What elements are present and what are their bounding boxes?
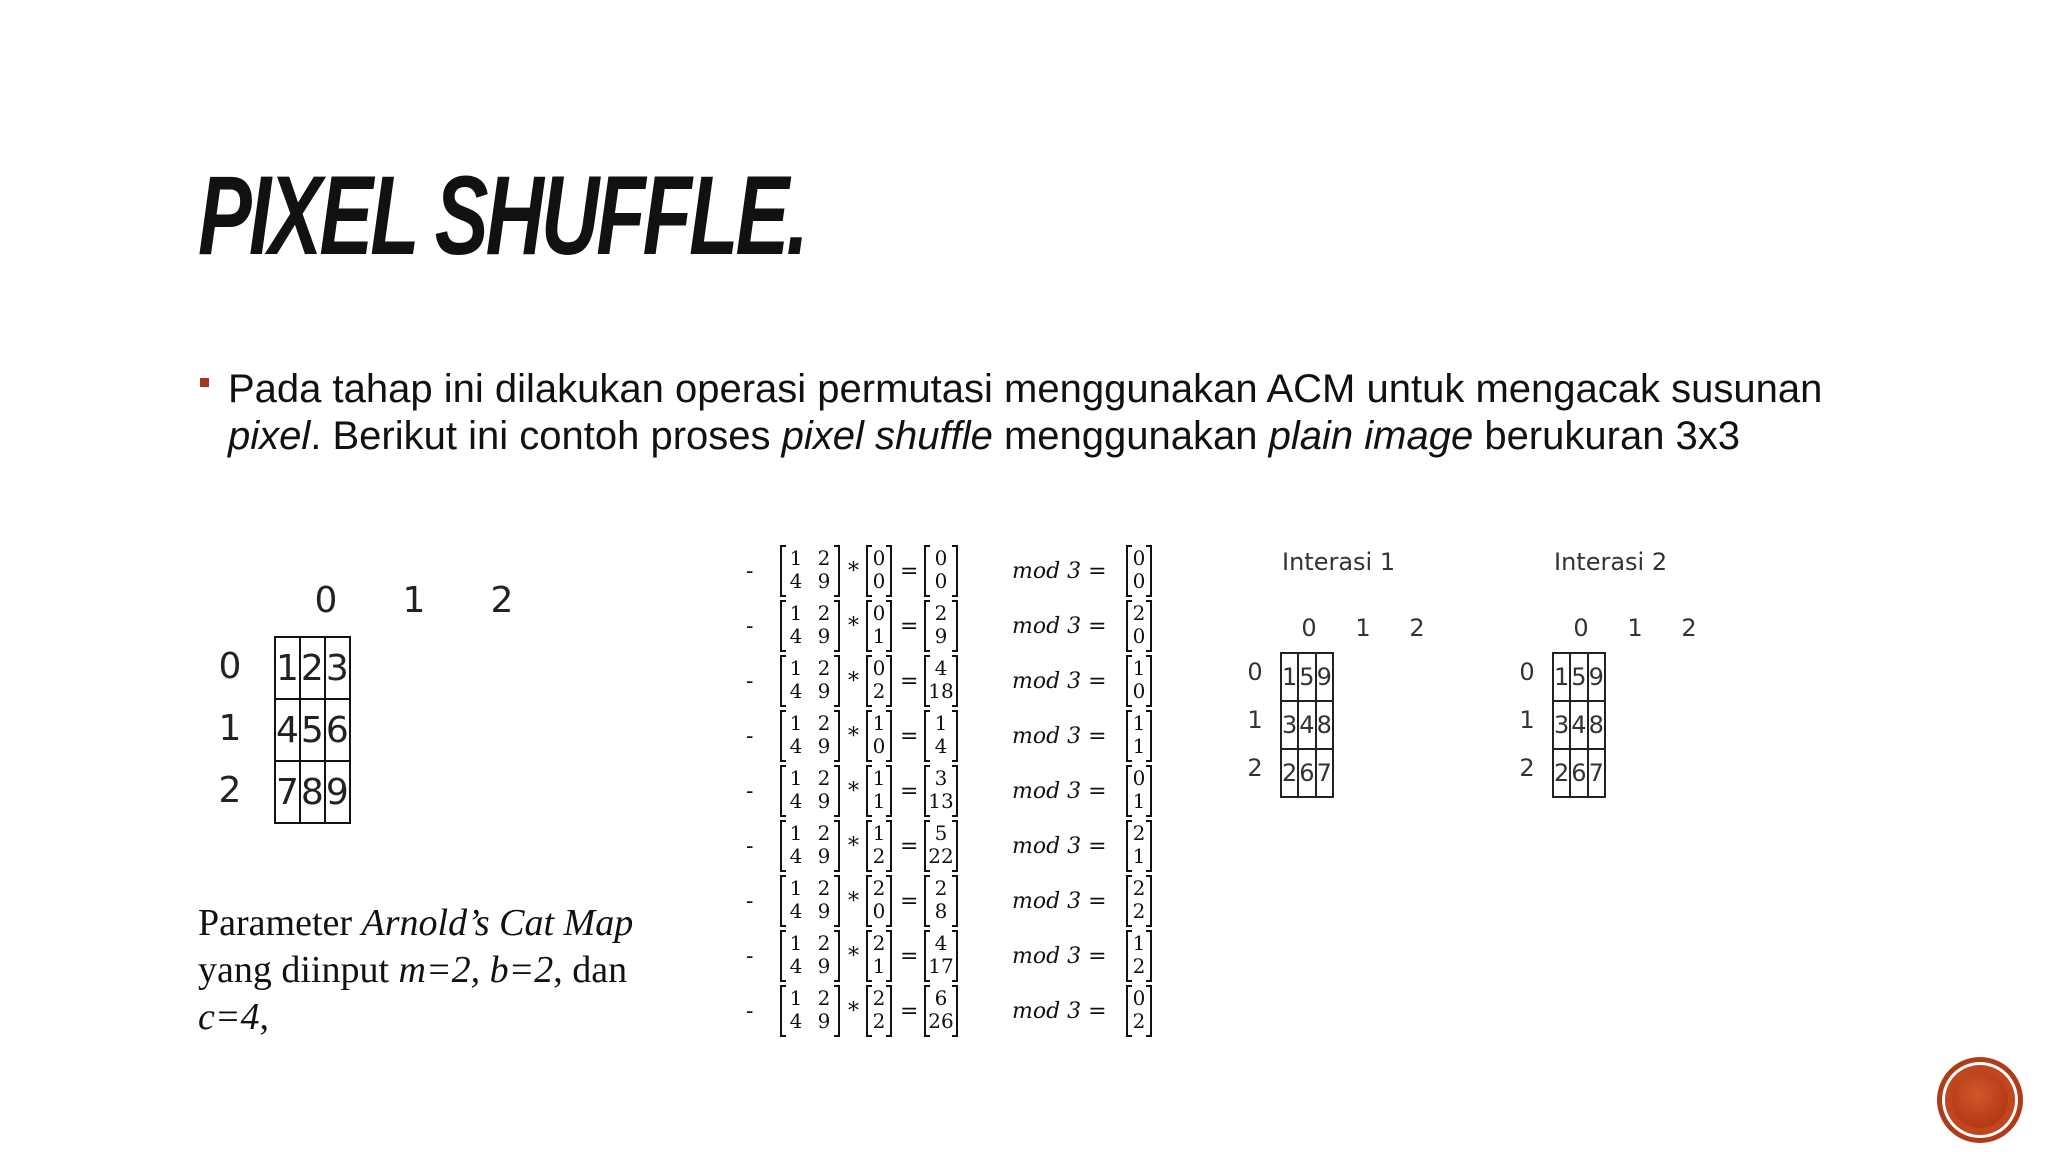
acm-matrix-cell: 2 <box>817 656 831 680</box>
equation-row <box>740 765 1180 820</box>
position-vector-cell: 2 <box>872 844 886 868</box>
iteration-cell: 1 <box>1281 653 1298 701</box>
multiply-sign: * <box>848 779 859 804</box>
iteration-col-header: 1 <box>1627 614 1643 642</box>
result-vector <box>1126 712 1152 760</box>
acm-matrix-cell: 9 <box>817 844 831 868</box>
result-vector-cell: 1 <box>1132 734 1146 758</box>
product-vector-cell: 4 <box>934 734 948 758</box>
product-vector <box>924 877 958 925</box>
equation-dash: - <box>746 944 754 969</box>
table-row <box>1553 653 1605 701</box>
result-vector-cell: 2 <box>1132 876 1146 900</box>
grid-cell: 7 <box>275 761 300 823</box>
position-vector-cell: 0 <box>872 734 886 758</box>
table-row <box>275 699 350 761</box>
acm-matrix <box>780 822 840 870</box>
equals-sign: = <box>900 559 919 584</box>
position-vector <box>866 602 892 650</box>
acm-matrix <box>780 547 840 595</box>
result-vector-cell: 0 <box>1132 546 1146 570</box>
product-vector-cell: 5 <box>934 821 948 845</box>
mod-label: mod 3 = <box>1012 724 1107 749</box>
equation-row <box>740 985 1180 1040</box>
iteration-row-header: 0 <box>1519 658 1535 686</box>
multiply-sign: * <box>848 999 859 1024</box>
mod-label: mod 3 = <box>1012 944 1107 969</box>
acm-matrix-cell: 9 <box>817 734 831 758</box>
acm-matrix-cell: 2 <box>817 876 831 900</box>
table-row <box>1281 653 1333 701</box>
equation-dash: - <box>746 999 754 1024</box>
result-vector-cell: 2 <box>1132 821 1146 845</box>
acm-matrix-cell: 4 <box>789 624 803 648</box>
equation-dash: - <box>746 724 754 749</box>
product-vector-cell: 8 <box>934 899 948 923</box>
acm-matrix <box>780 602 840 650</box>
mod-label: mod 3 = <box>1012 779 1107 804</box>
grid-col-header: 2 <box>490 580 514 621</box>
acm-matrix-cell: 2 <box>817 601 831 625</box>
iteration-cell: 3 <box>1553 701 1570 749</box>
equals-sign: = <box>900 779 919 804</box>
result-vector <box>1126 657 1152 705</box>
slide-title: PIXEL SHUFFLE. <box>198 153 806 278</box>
equation-row <box>740 875 1180 930</box>
equation-dash: - <box>746 614 754 639</box>
equals-sign: = <box>900 944 919 969</box>
acm-matrix-cell: 9 <box>817 679 831 703</box>
iteration-table <box>1552 652 1606 798</box>
iteration-cell: 1 <box>1553 653 1570 701</box>
grid-row-header: 0 <box>218 646 242 687</box>
result-vector-cell: 1 <box>1132 711 1146 735</box>
position-vector-cell: 0 <box>872 601 886 625</box>
acm-matrix-cell: 2 <box>817 986 831 1010</box>
multiply-sign: * <box>848 834 859 859</box>
acm-matrix-cell: 2 <box>817 931 831 955</box>
position-vector <box>866 712 892 760</box>
grid-cell: 9 <box>325 761 350 823</box>
product-vector-cell: 26 <box>928 1009 954 1033</box>
equation-row <box>740 600 1180 655</box>
result-vector <box>1126 822 1152 870</box>
iteration-row-header: 2 <box>1519 754 1535 782</box>
iteration-cell: 9 <box>1316 653 1333 701</box>
iteration-table <box>1280 652 1334 798</box>
multiply-sign: * <box>848 614 859 639</box>
equals-sign: = <box>900 724 919 749</box>
iteration-col-header: 0 <box>1301 614 1317 642</box>
acm-matrix-cell: 9 <box>817 1009 831 1033</box>
position-vector-cell: 2 <box>872 876 886 900</box>
iteration-cell: 7 <box>1316 749 1333 797</box>
position-vector <box>866 932 892 980</box>
acm-matrix-cell: 4 <box>789 679 803 703</box>
product-vector-cell: 3 <box>934 766 948 790</box>
grid-cell: 6 <box>325 699 350 761</box>
acm-matrix <box>780 877 840 925</box>
result-vector <box>1126 877 1152 925</box>
product-vector-cell: 18 <box>928 679 954 703</box>
iteration-cell: 8 <box>1316 701 1333 749</box>
product-vector <box>924 657 958 705</box>
grid-col-header: 1 <box>402 580 426 621</box>
result-vector <box>1126 932 1152 980</box>
iteration-col-header: 2 <box>1409 614 1425 642</box>
result-vector-cell: 1 <box>1132 931 1146 955</box>
equation-dash: - <box>746 889 754 914</box>
equation-row <box>740 820 1180 875</box>
multiply-sign: * <box>848 724 859 749</box>
product-vector <box>924 822 958 870</box>
acm-matrix-cell: 4 <box>789 789 803 813</box>
acm-matrix <box>780 712 840 760</box>
slide-logo-icon <box>1942 1062 2018 1138</box>
position-vector-cell: 2 <box>872 986 886 1010</box>
equation-dash: - <box>746 669 754 694</box>
table-row <box>1281 701 1333 749</box>
mod-label: mod 3 = <box>1012 889 1107 914</box>
grid-cell: 4 <box>275 699 300 761</box>
grid-cell: 3 <box>325 637 350 699</box>
equation-row <box>740 930 1180 985</box>
acm-matrix-cell: 9 <box>817 624 831 648</box>
grid-cell: 8 <box>300 761 325 823</box>
position-vector-cell: 0 <box>872 569 886 593</box>
acm-matrix-cell: 9 <box>817 569 831 593</box>
product-vector <box>924 987 958 1035</box>
product-vector-cell: 13 <box>928 789 954 813</box>
grid-row-header: 1 <box>218 708 242 749</box>
acm-matrix-cell: 2 <box>817 766 831 790</box>
iteration-label: Interasi 1 <box>1282 548 1396 576</box>
result-vector-cell: 2 <box>1132 954 1146 978</box>
table-row <box>275 637 350 699</box>
acm-matrix-cell: 2 <box>817 821 831 845</box>
acm-matrix-cell: 1 <box>789 876 803 900</box>
product-vector <box>924 767 958 815</box>
result-vector <box>1126 602 1152 650</box>
equals-sign: = <box>900 614 919 639</box>
acm-matrix-cell: 1 <box>789 821 803 845</box>
acm-matrix-cell: 1 <box>789 601 803 625</box>
equation-dash: - <box>746 834 754 859</box>
position-vector <box>866 657 892 705</box>
product-vector-cell: 2 <box>934 601 948 625</box>
grid-row-header: 2 <box>218 770 242 811</box>
acm-matrix-cell: 4 <box>789 1009 803 1033</box>
position-vector-cell: 2 <box>872 931 886 955</box>
iteration-col-header: 2 <box>1681 614 1697 642</box>
multiply-sign: * <box>848 944 859 969</box>
acm-matrix-cell: 4 <box>789 569 803 593</box>
result-vector <box>1126 767 1152 815</box>
acm-matrix-cell: 4 <box>789 954 803 978</box>
equals-sign: = <box>900 669 919 694</box>
result-vector <box>1126 547 1152 595</box>
iteration-col-header: 0 <box>1573 614 1589 642</box>
iteration-cell: 2 <box>1281 749 1298 797</box>
iteration-cell: 6 <box>1570 749 1587 797</box>
position-vector-cell: 2 <box>872 679 886 703</box>
acm-matrix-cell: 1 <box>789 546 803 570</box>
equals-sign: = <box>900 889 919 914</box>
permutation-equations <box>740 545 1180 1040</box>
equation-row <box>740 655 1180 710</box>
mod-label: mod 3 = <box>1012 999 1107 1024</box>
multiply-sign: * <box>848 559 859 584</box>
position-vector-cell: 0 <box>872 656 886 680</box>
product-vector <box>924 602 958 650</box>
acm-matrix-cell: 1 <box>789 656 803 680</box>
iteration-row-header: 1 <box>1519 706 1535 734</box>
product-vector <box>924 712 958 760</box>
equation-row <box>740 710 1180 765</box>
acm-matrix-cell: 4 <box>789 844 803 868</box>
equation-dash: - <box>746 559 754 584</box>
table-row <box>1281 749 1333 797</box>
position-vector <box>866 547 892 595</box>
mod-label: mod 3 = <box>1012 559 1107 584</box>
bullet-paragraph: Pada tahap ini dilakukan operasi permutasi menggunakan ACM untuk mengacak susunan pixel. Berikut ini contoh proses pixel shuffle menggunakan plain image berukuran 3x3 <box>228 367 1823 458</box>
product-vector-cell: 1 <box>934 711 948 735</box>
position-vector-cell: 1 <box>872 711 886 735</box>
iteration-label: Interasi 2 <box>1554 548 1668 576</box>
grid-cell: 5 <box>300 699 325 761</box>
table-row <box>1553 749 1605 797</box>
result-vector-cell: 1 <box>1132 656 1146 680</box>
result-vector-cell: 1 <box>1132 789 1146 813</box>
acm-matrix-cell: 1 <box>789 986 803 1010</box>
grid-col-header: 0 <box>314 580 338 621</box>
result-vector-cell: 0 <box>1132 986 1146 1010</box>
table-row <box>275 761 350 823</box>
position-vector-cell: 1 <box>872 821 886 845</box>
iteration-cell: 9 <box>1588 653 1605 701</box>
acm-matrix <box>780 932 840 980</box>
iteration-col-header: 1 <box>1355 614 1371 642</box>
grid-cell: 2 <box>300 637 325 699</box>
product-vector-cell: 6 <box>934 986 948 1010</box>
position-vector <box>866 767 892 815</box>
grid-cell: 1 <box>275 637 300 699</box>
acm-matrix-cell: 1 <box>789 711 803 735</box>
product-vector-cell: 22 <box>928 844 954 868</box>
position-vector-cell: 0 <box>872 546 886 570</box>
acm-matrix-cell: 9 <box>817 954 831 978</box>
iteration-row-header: 2 <box>1247 754 1263 782</box>
acm-matrix-cell: 4 <box>789 734 803 758</box>
position-vector <box>866 822 892 870</box>
result-vector-cell: 0 <box>1132 624 1146 648</box>
product-vector-cell: 4 <box>934 931 948 955</box>
iteration-cell: 2 <box>1553 749 1570 797</box>
iteration-row-header: 0 <box>1247 658 1263 686</box>
acm-matrix-cell: 1 <box>789 931 803 955</box>
result-vector-cell: 0 <box>1132 679 1146 703</box>
result-vector-cell: 1 <box>1132 844 1146 868</box>
equation-row <box>740 545 1180 600</box>
grid-table <box>274 636 351 824</box>
mod-label: mod 3 = <box>1012 614 1107 639</box>
acm-parameters: Parameter Arnold’s Cat Map yang diinput m=2, b=2, dan c=4, <box>198 902 634 1038</box>
multiply-sign: * <box>848 669 859 694</box>
mod-label: mod 3 = <box>1012 669 1107 694</box>
position-vector <box>866 987 892 1035</box>
position-vector-cell: 0 <box>872 899 886 923</box>
product-vector-cell: 0 <box>934 546 948 570</box>
position-vector-cell: 1 <box>872 954 886 978</box>
equals-sign: = <box>900 834 919 859</box>
position-vector-cell: 1 <box>872 789 886 813</box>
acm-matrix-cell: 9 <box>817 899 831 923</box>
product-vector-cell: 4 <box>934 656 948 680</box>
position-vector-cell: 1 <box>872 766 886 790</box>
iteration-cell: 5 <box>1570 653 1587 701</box>
acm-matrix-cell: 1 <box>789 766 803 790</box>
result-vector-cell: 0 <box>1132 766 1146 790</box>
mod-label: mod 3 = <box>1012 834 1107 859</box>
acm-matrix-cell: 9 <box>817 789 831 813</box>
acm-matrix-cell: 2 <box>817 711 831 735</box>
result-vector-cell: 2 <box>1132 1009 1146 1033</box>
product-vector-cell: 0 <box>934 569 948 593</box>
iteration-cell: 4 <box>1570 701 1587 749</box>
product-vector-cell: 9 <box>934 624 948 648</box>
iteration-cell: 6 <box>1298 749 1315 797</box>
equation-dash: - <box>746 779 754 804</box>
position-vector-cell: 1 <box>872 624 886 648</box>
acm-matrix <box>780 657 840 705</box>
iteration-row-header: 1 <box>1247 706 1263 734</box>
result-vector-cell: 2 <box>1132 601 1146 625</box>
position-vector <box>866 877 892 925</box>
result-vector-cell: 0 <box>1132 569 1146 593</box>
iteration-cell: 4 <box>1298 701 1315 749</box>
iteration-cell: 7 <box>1588 749 1605 797</box>
result-vector <box>1126 987 1152 1035</box>
acm-matrix-cell: 4 <box>789 899 803 923</box>
iteration-cell: 5 <box>1298 653 1315 701</box>
product-vector-cell: 2 <box>934 876 948 900</box>
product-vector-cell: 17 <box>928 954 954 978</box>
iteration-cell: 8 <box>1588 701 1605 749</box>
multiply-sign: * <box>848 889 859 914</box>
equals-sign: = <box>900 999 919 1024</box>
bullet-marker <box>200 378 209 387</box>
position-vector-cell: 2 <box>872 1009 886 1033</box>
product-vector <box>924 547 958 595</box>
acm-matrix <box>780 987 840 1035</box>
acm-matrix <box>780 767 840 815</box>
product-vector <box>924 932 958 980</box>
result-vector-cell: 2 <box>1132 899 1146 923</box>
iteration-cell: 3 <box>1281 701 1298 749</box>
acm-matrix-cell: 2 <box>817 546 831 570</box>
table-row <box>1553 701 1605 749</box>
